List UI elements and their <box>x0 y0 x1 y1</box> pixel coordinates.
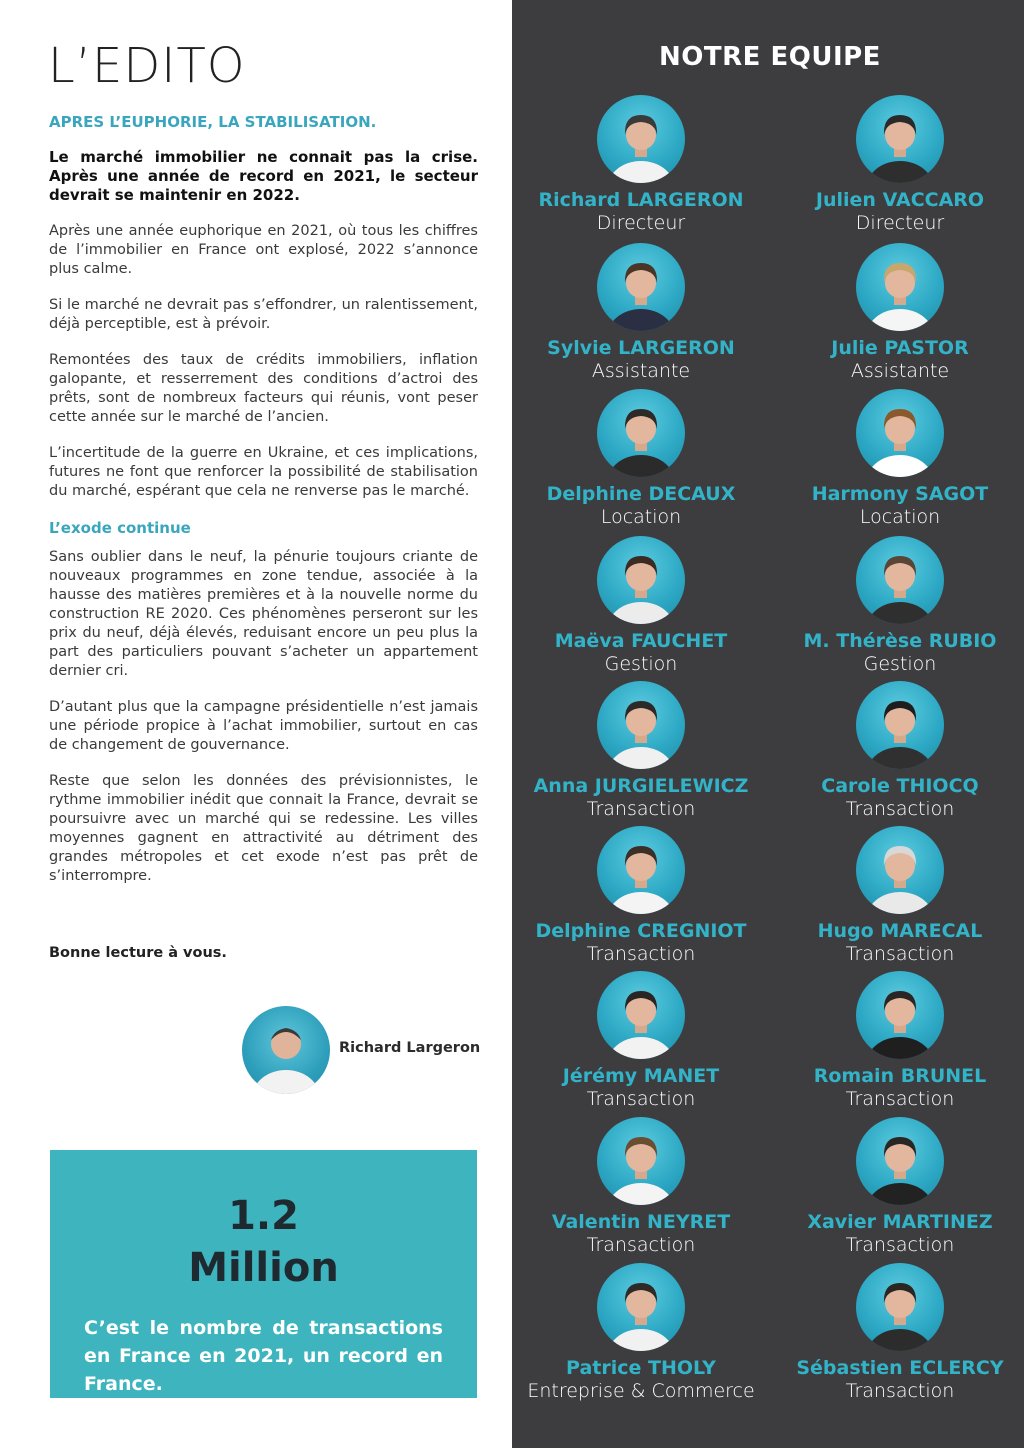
member-role: Assistante <box>591 360 691 382</box>
member-name: Romain BRUNEL <box>813 1065 987 1087</box>
member-avatar <box>597 243 685 331</box>
stat-box <box>50 1150 477 1398</box>
member-name: Xavier MARTINEZ <box>807 1211 993 1233</box>
member-role: Gestion <box>604 653 678 675</box>
member-role: Directeur <box>596 212 686 234</box>
member-role: Gestion <box>863 653 937 675</box>
edito-paragraph: Si le marché ne devrait pas s’effondrer, un ralentissement, déjà perceptible, est à prévoir. <box>49 297 478 332</box>
team-member-card <box>780 95 1020 235</box>
person-silhouette-icon <box>856 1263 944 1351</box>
member-avatar <box>597 95 685 183</box>
person-silhouette-icon <box>856 1117 944 1205</box>
person-silhouette-icon <box>597 971 685 1059</box>
member-name: Maëva FAUCHET <box>554 630 728 652</box>
member-avatar <box>856 1117 944 1205</box>
stat-caption: C’est le nombre de transactions en France en 2021, un record en France. <box>84 1317 443 1395</box>
team-member-card <box>521 971 761 1111</box>
person-silhouette-icon <box>597 826 685 914</box>
member-avatar <box>856 681 944 769</box>
team-member-card <box>780 536 1020 676</box>
person-silhouette-icon <box>856 243 944 331</box>
person-silhouette-icon <box>856 826 944 914</box>
team-member-card <box>521 536 761 676</box>
member-role: Entreprise & Commerce <box>527 1380 755 1402</box>
person-silhouette-icon <box>597 681 685 769</box>
member-name: Sébastien ECLERCY <box>796 1357 1004 1379</box>
person-silhouette-icon <box>856 971 944 1059</box>
edito-paragraph: Sans oublier dans le neuf, la pénurie toujours criante de nouveaux programmes en zone tendue, associée à la hausse des matières premières et à la nouvelle norme du construction RE 2020. Ces phénomènes perseront sur les prix du neuf, déjà élevés, reduisant encore un peu plus la part des particuliers pouvant s’acheter un appartement dernier cri. <box>49 549 478 679</box>
team-member-card <box>521 95 761 235</box>
person-silhouette-icon <box>597 536 685 624</box>
member-name: Julie PASTOR <box>831 337 969 359</box>
person-silhouette-icon <box>597 1117 685 1205</box>
edito-paragraph: Remontées des taux de crédits immobiliers, inflation galopante, et resserrement des conditions d’actroi des prêts, sont de nombreux facteurs qui réunis, vont peser cette année sur le marché de l’ancien. <box>49 352 478 425</box>
member-name: Patrice THOLY <box>566 1357 716 1379</box>
stat-unit: Million <box>188 1245 339 1291</box>
member-name: Jérémy MANET <box>562 1065 720 1087</box>
member-role: Location <box>859 506 941 528</box>
member-role: Transaction <box>845 1234 955 1256</box>
member-role: Transaction <box>845 1088 955 1110</box>
edito-paragraph: Reste que selon les données des prévisionnistes, le rythme immobilier inédit que connait la France, devrait se poursuivre avec un marché qui se redessine. Les villes moyennes gagnent en attractivité au détriment des grandes métropoles et cet exode n’est pas prêt de s’interrompre. <box>49 773 478 884</box>
person-silhouette-icon <box>597 389 685 477</box>
sign-off: Bonne lecture à vous. <box>49 945 227 961</box>
team-member-card <box>521 389 761 529</box>
team-member-card <box>521 1117 761 1257</box>
person-silhouette-icon <box>856 536 944 624</box>
edito-lead: Le marché immobilier ne connait pas la crise. Après une année de record en 2021, le secteur devrait se maintenir en 2022. <box>49 148 478 204</box>
member-avatar <box>856 389 944 477</box>
member-avatar <box>597 971 685 1059</box>
member-name: Richard LARGERON <box>538 189 744 211</box>
edito-subheading: APRES L’EUPHORIE, LA STABILISATION. <box>49 113 377 131</box>
author-name: Richard Largeron <box>339 1040 481 1056</box>
team-member-card <box>521 243 761 383</box>
member-name: Harmony SAGOT <box>811 483 989 505</box>
member-avatar <box>856 536 944 624</box>
member-role: Transaction <box>845 1380 955 1402</box>
member-name: Julien VACCARO <box>815 189 985 211</box>
team-member-card <box>780 971 1020 1111</box>
team-member-card <box>780 1117 1020 1257</box>
member-avatar <box>597 681 685 769</box>
member-role: Transaction <box>845 798 955 820</box>
person-silhouette-icon <box>856 389 944 477</box>
member-name: Anna JURGIELEWICZ <box>533 775 749 797</box>
team-member-card <box>780 681 1020 821</box>
member-role: Transaction <box>586 1088 696 1110</box>
member-avatar <box>856 971 944 1059</box>
person-silhouette-icon <box>856 95 944 183</box>
stat-number: 1.2 <box>228 1193 299 1239</box>
member-name: Hugo MARECAL <box>817 920 983 942</box>
author-avatar <box>242 1006 330 1094</box>
member-role: Transaction <box>586 1234 696 1256</box>
member-avatar <box>597 389 685 477</box>
team-title: NOTRE EQUIPE <box>659 42 881 72</box>
edito-paragraph: L’incertitude de la guerre en Ukraine, et ces implications, futures ne font que renforcer la possibilité de stabilisation du marché, espérant que cela ne renverse pas le marché. <box>49 445 478 499</box>
member-avatar <box>856 1263 944 1351</box>
member-avatar <box>597 536 685 624</box>
person-silhouette-icon <box>242 1006 330 1094</box>
edito-paragraph: D’autant plus que la campagne présidentielle n’est jamais une période propice à l’achat immobilier, surtout en cas de changement de gouvernance. <box>49 699 478 753</box>
member-name: Delphine CREGNIOT <box>535 920 747 942</box>
member-name: Delphine DECAUX <box>546 483 736 505</box>
member-role: Transaction <box>586 943 696 965</box>
person-silhouette-icon <box>856 681 944 769</box>
member-name: Carole THIOCQ <box>821 775 979 797</box>
section-heading-exode: L’exode continue <box>49 519 191 537</box>
team-member-card <box>521 826 761 966</box>
member-role: Directeur <box>855 212 945 234</box>
team-member-card <box>780 1263 1020 1403</box>
member-name: Valentin NEYRET <box>551 1211 731 1233</box>
team-member-card <box>780 826 1020 966</box>
member-role: Assistante <box>850 360 950 382</box>
member-name: M. Thérèse RUBIO <box>803 630 997 652</box>
edito-paragraph: Après une année euphorique en 2021, où tous les chiffres de l’immobilier en France ont explosé, 2022 s’annonce plus calme. <box>49 223 478 277</box>
team-member-card <box>780 389 1020 529</box>
team-panel <box>512 0 1024 1448</box>
member-role: Location <box>600 506 682 528</box>
person-silhouette-icon <box>597 1263 685 1351</box>
member-role: Transaction <box>586 798 696 820</box>
team-member-card <box>521 681 761 821</box>
team-member-card <box>780 243 1020 383</box>
member-avatar <box>597 1263 685 1351</box>
member-avatar <box>597 1117 685 1205</box>
member-avatar <box>856 95 944 183</box>
member-avatar <box>856 826 944 914</box>
person-silhouette-icon <box>597 243 685 331</box>
member-name: Sylvie LARGERON <box>547 337 735 359</box>
member-avatar <box>597 826 685 914</box>
edito-article <box>49 112 478 903</box>
member-avatar <box>856 243 944 331</box>
team-member-card <box>521 1263 761 1403</box>
member-role: Transaction <box>845 943 955 965</box>
person-silhouette-icon <box>597 95 685 183</box>
edito-title: L’EDITO <box>48 38 246 94</box>
